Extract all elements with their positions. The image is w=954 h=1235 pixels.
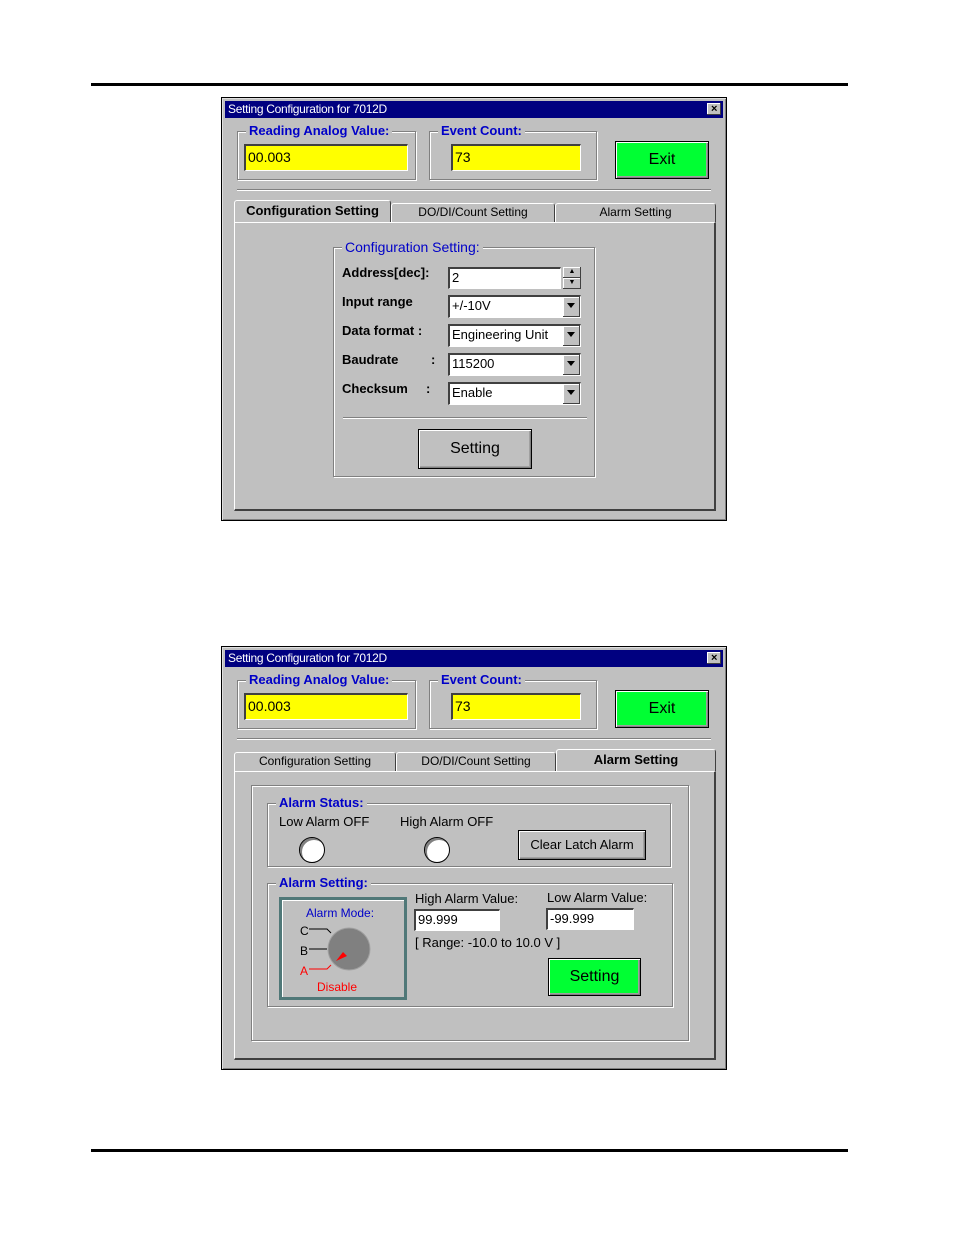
tab-do-di-count-setting[interactable]: DO/DI/Count Setting	[396, 752, 556, 771]
reading-value-field: 00.003	[244, 144, 408, 171]
alarm-setting-button-label: Setting	[569, 968, 620, 985]
tab-alarm-setting[interactable]: Alarm Setting	[556, 749, 716, 771]
input-range-select[interactable]	[448, 295, 581, 318]
reading-value-field: 00.003	[244, 693, 408, 720]
close-icon[interactable]: ×	[707, 652, 721, 664]
checksum-colon: :	[426, 381, 431, 396]
alarm-setting-label: Alarm Setting:	[276, 875, 371, 890]
baudrate-colon: :	[431, 352, 436, 367]
high-alarm-value-label: High Alarm Value:	[415, 891, 519, 906]
baudrate-label: Baudrate	[342, 352, 399, 367]
chevron-down-icon[interactable]	[563, 326, 580, 346]
alarm-mode-c: C	[300, 924, 309, 938]
alarm-mode-label: Alarm Mode:	[306, 906, 375, 920]
address-label: Address[dec]:	[342, 265, 430, 280]
alarm-mode-a: A	[300, 964, 309, 978]
data-format-label: Data format :	[342, 323, 423, 338]
checksum-select[interactable]	[448, 382, 581, 405]
config-window	[221, 97, 727, 521]
chevron-down-icon[interactable]	[563, 297, 580, 317]
alarm-setting-button[interactable]	[548, 958, 641, 996]
baudrate-select[interactable]	[448, 353, 581, 376]
checksum-label: Checksum	[342, 381, 408, 396]
event-count-field: 73	[451, 693, 581, 720]
low-alarm-value-label: Low Alarm Value:	[547, 890, 648, 905]
data-format-value: Engineering Unit	[452, 327, 549, 342]
exit-button[interactable]	[615, 141, 709, 179]
low-alarm-value-input[interactable]: -99.999	[546, 908, 634, 930]
input-range-label: Input range	[342, 294, 413, 309]
spin-down-icon[interactable]: ▼	[563, 278, 581, 289]
data-format-select[interactable]	[448, 324, 581, 347]
bottom-rule	[91, 1149, 848, 1152]
alarm-mode-panel[interactable]	[279, 897, 407, 1000]
low-alarm-indicator	[299, 837, 325, 863]
alarm-mode-disable: Disable	[317, 980, 358, 994]
event-count-field: 73	[451, 144, 581, 171]
address-input[interactable]: 2	[448, 267, 561, 289]
top-rule	[91, 83, 848, 86]
title-bar	[225, 101, 723, 118]
alarm-status-label: Alarm Status:	[276, 795, 367, 810]
event-count-label: Event Count:	[438, 123, 525, 138]
header-separator	[237, 189, 711, 191]
reading-label: Reading Analog Value:	[246, 672, 392, 687]
tab-configuration-setting[interactable]: Configuration Setting	[234, 200, 391, 222]
alarm-window	[221, 646, 727, 1070]
spin-up-icon[interactable]: ▲	[563, 267, 581, 278]
chevron-down-icon[interactable]	[563, 384, 580, 404]
window-title: Setting Configuration for 7012D	[228, 651, 387, 665]
exit-button[interactable]	[615, 690, 709, 728]
reading-label: Reading Analog Value:	[246, 123, 392, 138]
tab-alarm-setting[interactable]: Alarm Setting	[555, 203, 716, 222]
clear-latch-alarm-label: Clear Latch Alarm	[530, 837, 634, 852]
high-alarm-indicator	[424, 837, 450, 863]
address-spinner[interactable]	[563, 267, 581, 289]
alarm-mode-b: B	[300, 944, 309, 958]
title-bar	[225, 650, 723, 667]
event-count-label: Event Count:	[438, 672, 525, 687]
low-alarm-status-label: Low Alarm OFF	[279, 814, 370, 829]
config-setting-button[interactable]	[418, 429, 532, 469]
checksum-value: Enable	[452, 385, 493, 400]
config-setting-button-label: Setting	[450, 440, 500, 457]
configuration-group-label: Configuration Setting:	[342, 239, 483, 255]
alarm-mode-knob-icon[interactable]	[279, 897, 407, 1000]
close-icon[interactable]: ×	[707, 103, 721, 115]
clear-latch-alarm-button[interactable]	[518, 830, 646, 860]
chevron-down-icon[interactable]	[563, 355, 580, 375]
high-alarm-status-label: High Alarm OFF	[400, 814, 494, 829]
baudrate-value: 115200	[452, 356, 495, 371]
window-title: Setting Configuration for 7012D	[228, 102, 387, 116]
high-alarm-value-input[interactable]: 99.999	[414, 909, 500, 931]
exit-button-label: Exit	[648, 700, 676, 717]
config-separator	[343, 417, 587, 419]
tab-configuration-setting[interactable]: Configuration Setting	[234, 752, 396, 771]
alarm-range-text: [ Range: -10.0 to 10.0 V ]	[415, 935, 561, 950]
exit-button-label: Exit	[648, 151, 676, 168]
tab-do-di-count-setting[interactable]: DO/DI/Count Setting	[391, 203, 555, 222]
header-separator	[237, 738, 711, 740]
input-range-value: +/-10V	[452, 298, 491, 313]
